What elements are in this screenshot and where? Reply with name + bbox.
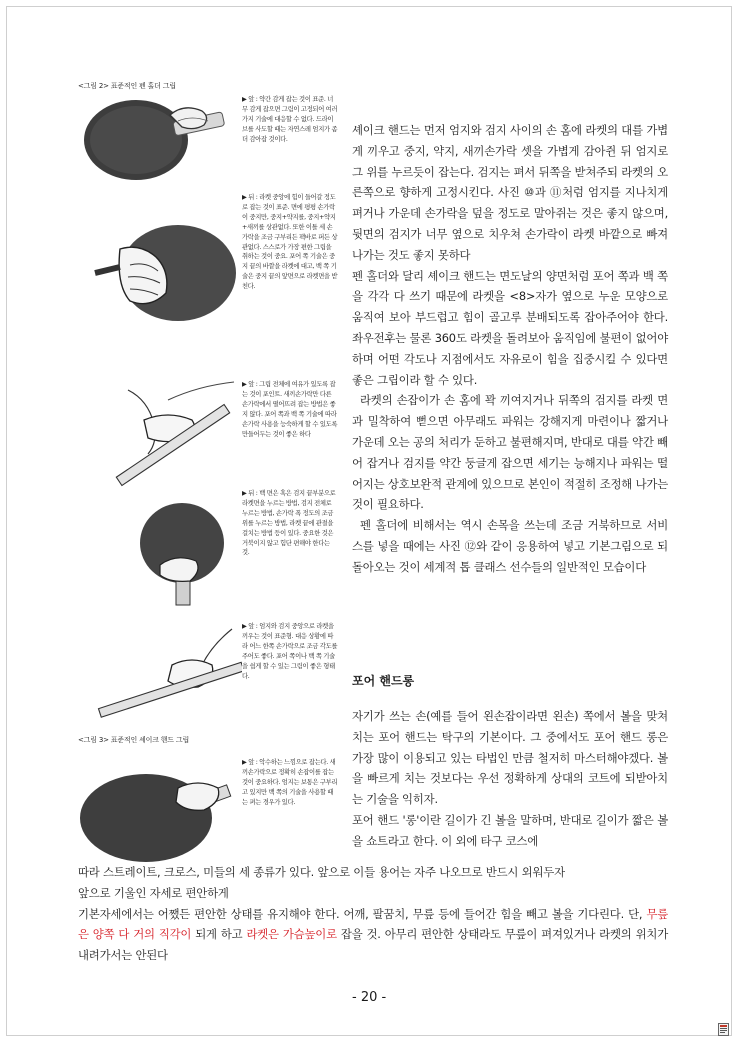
page-number: - 20 - bbox=[352, 990, 387, 1005]
pen-holder-back-illustration bbox=[90, 215, 240, 330]
paragraph-3: 라켓의 손잡이가 손 홈에 꽉 끼여지거나 뒤쪽의 검지를 라켓 면과 밀착하여 뻗으면 아무래도 파워는 강해지게 마련이나 짧거나 가운데 오는 공의 처리가 둔하고 불편해지며, 반대로 대를 약간 빼어 잡거나 검지를 약간 둥글게 잡으면 세기는 능해지나 파워는 떨어지는 상호보완적 관계에 있으므로 본인이 적절히 조정해 나가는 것이 필요하다. bbox=[352, 393, 668, 512]
document-icon[interactable] bbox=[718, 1023, 729, 1036]
knee-instruction-highlight: 무릎은 양쪽 다 거의 직각이 bbox=[78, 906, 668, 942]
grip-note-3: ▶ 앞 : 그립 전체에 여유가 있도록 잡는 것이 포인트. 새끼손가락만 다른 손가락에서 떨어뜨려 잡는 방법은 좋지 않다. 포어 쪽과 백 쪽 기술에 따라 손가락 사용을 능숙하게 할 수 있도록 만들어두는 것이 좋은 하다 bbox=[242, 381, 338, 438]
paragraph-2: 펜 홀더와 달리 셰이크 핸드는 면도날의 양면처럼 포어 쪽과 백 쪽을 각각 다 쓰기 때문에 라켓을 <8>자가 옆으로 누운 모양으로 움직여 보아 부드럽고 힘이 골고루 분배되도록 잡아주어야 한다. 좌우전후는 물론 360도 라켓을 돌려보아 움직임에 불편이 없어야 하며 어떤 각도나 지점에서도 자유로이 힘을 집중시킬 수 있다면 좋은 그립이라 할 수 있다. bbox=[352, 268, 668, 387]
grip-note-5: ▶ 앞 : 엄지와 검지 중앙으로 라켓을 끼우는 것이 표준형. 대응 상황에 따라 어느 한쪽 손가락으로 조금 각도를 주어도 좋다. 포어 쪽이나 백 쪽 기술을 쉽게 할 수 있는 그림이 좋은 형태다. bbox=[242, 623, 338, 680]
grip-note-6: ▶ 앞 : 악수하는 느낌으로 잡는다. 새끼손가락으로 정확히 손잡이를 잡는 것이 중요하다. 엄지는 보통은 구부리고 있지만 백 쪽의 기술을 사용할 때는 펴는 경우가 있다. bbox=[242, 759, 338, 806]
shake-hand-handle-illustration bbox=[92, 625, 242, 725]
basic-text-mid: 되게 하고 bbox=[191, 927, 247, 942]
shake-hand-back-illustration bbox=[140, 495, 240, 607]
forehand-body bbox=[352, 706, 668, 852]
basic-text-pre: 기본자세에서는 어쨌든 편안한 상태를 유지해야 한다. 어깨, 팔꿈치, 무릎 등에 들어간 힘을 빼고 볼을 기다린다. 단, bbox=[78, 906, 647, 921]
forehand-paragraph-2-end: 따라 스트레이트, 크로스, 미들의 세 종류가 있다. 앞으로 이들 용어는 자주 나오므로 반드시 외워두자 bbox=[78, 865, 565, 879]
figure-2-caption: <그림 2> 표준적인 펜 홀더 그립 bbox=[78, 82, 176, 90]
section-heading: 포어 핸드롱 bbox=[352, 674, 415, 688]
forehand-paragraph-2-start: 포어 핸드 '롱'이란 길이가 긴 볼을 말하며, 반대로 길이가 짧은 볼을 쇼트라고 한다. 이 외에 타구 코스에 bbox=[352, 812, 668, 848]
basic-text-post: 잡을 것. 아무리 편안한 상태라도 무릎이 펴져있거나 라켓의 위치가 내려가서는 안된다 bbox=[78, 927, 668, 963]
stance-line: 앞으로 기울인 자세로 편안하게 bbox=[78, 885, 229, 900]
grip-note-4: ▶ 뒤 : 백 면은 혹은 검지 끝부분으로 라켓면을 누르는 방법, 검지 전체로 누르는 방법, 손가락 폭 정도의 조금 위를 누르는 방법, 라켓 끝에 관절을 걸치는 방법 등이 있다. 중요한 것은 거북이지 않고 힘단 편해야 한다는 것. bbox=[242, 490, 336, 557]
figure-3-caption: <그림 3> 표준적인 셰이크 핸드 그립 bbox=[78, 736, 190, 744]
paragraph-4: 펜 홀더에 비해서는 역시 손목을 쓰는데 조금 거북하므로 서비스를 넣을 때에는 사진 ⑫와 같이 응용하여 넣고 기본그림으로 되돌아오는 것이 세계적 톱 클래스 선수들의 일반적인 모습이다 bbox=[352, 518, 668, 574]
shake-hand-side-illustration bbox=[88, 380, 238, 490]
basic-stance-paragraph bbox=[78, 904, 668, 966]
grip-note-2: ▶ 뒤 : 라켓 중앙에 힘이 들어갈 정도로 잡는 것이 표준. 면에 평평 손가락이 중지만, 중지+약지를, 중지+약지+새끼를 상관없다. 또한 이틀 세 손가락을 조금 구부리든 팩바로 퍼든 상관없다. 스스로가 가장 편한 그립을 취하는 것이 중요. 포어 쪽 기술은 중지 끝의 바깥을 라켓에 대고, 백 쪽 기술은 중지 끝의 앞면으로 라켓면을 받친다. bbox=[242, 194, 338, 291]
grip-note-1: ▶ 앞 : 약간 감게 잡는 것이 표준. 너무 감게 잡으면 그림이 고정되어 여러 가지 기술에 대응할 수 없다. 드라이브를 사도할 때는 자연스레 엄지가 좀 더 감아잡 것이다. bbox=[242, 96, 338, 143]
standard-shake-hand-illustration bbox=[78, 758, 238, 864]
forehand-paragraph-1: 자기가 쓰는 손(예를 들어 왼손잡이라면 왼손) 쪽에서 볼을 맞쳐 치는 포어 핸드는 탁구의 기본이다. 그 중에서도 포어 핸드 롱은 가장 많이 이용되고 있는 타법인 만큼 철저히 마스터해야겠다. 볼을 빠르게 치는 것보다는 우선 정확하게 상대의 코트에 되받아치는 기술을 익히자. bbox=[352, 709, 668, 807]
paragraph-1: 셰이크 핸드는 먼저 엄지와 검지 사이의 손 홈에 라켓의 대를 가볍게 끼우고 중지, 약지, 새끼손가락 셋을 가볍게 감아쥔 뒤 엄지로 그 위를 누르듯이 잡는다. 검지는 펴서 뒤쪽을 받쳐주되 라켓의 오른쪽으로 향하게 고정시킨다. 사진 ⑩과 ⑪처럼 엄지를 지나치게 펴거나 가운데 손가락을 덮을 정도로 말아쥐는 것은 좋지 않으며, 뒷면의 검지가 너무 옆으로 치우쳐 손가락이 라켓 바깥으로 빠져나가는 것도 좋지 못하다 bbox=[352, 123, 668, 262]
shake-hand-body bbox=[352, 120, 668, 578]
racket-height-highlight: 라켓은 가슴높이로 bbox=[246, 927, 337, 942]
pen-holder-front-illustration bbox=[78, 95, 238, 190]
bottom-body bbox=[78, 862, 668, 966]
